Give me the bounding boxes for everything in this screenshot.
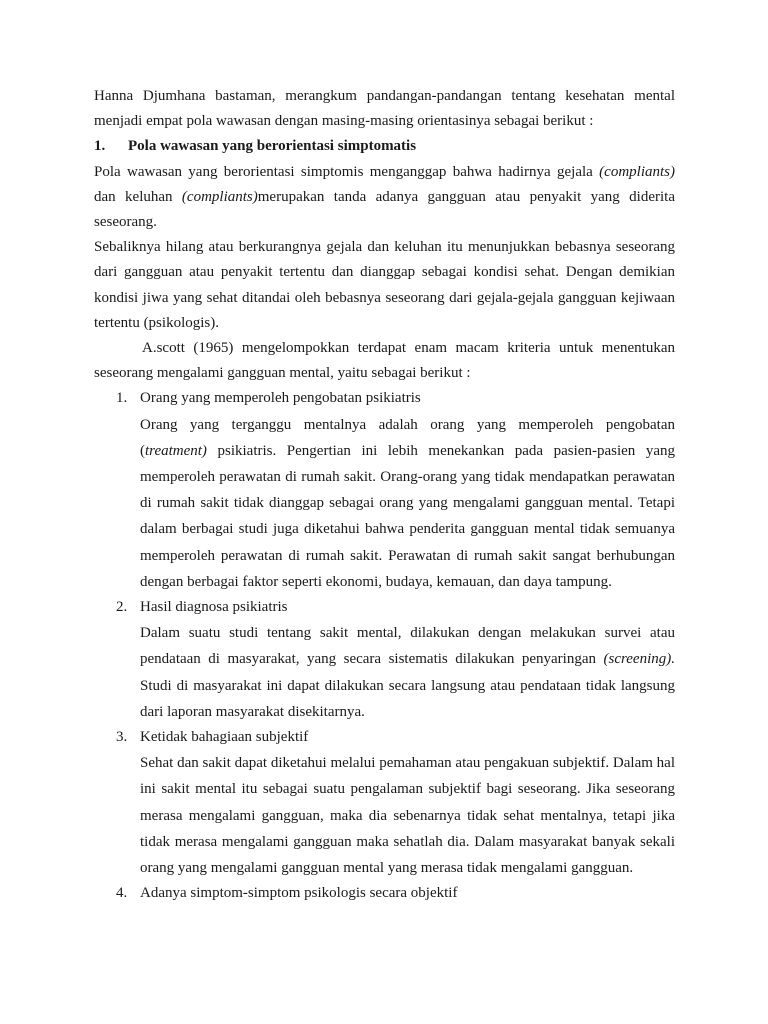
scott-criteria-paragraph: A.scott (1965) mengelompokkan terdapat enam macam kriteria untuk menentukan seseorang mengalami gangguan mental, yaitu sebagai berikut :	[94, 340, 675, 382]
symptom-text-c: merupakan tanda adanya gangguan atau penyakit yang diderita seseorang.	[94, 188, 675, 231]
list-item	[116, 881, 675, 906]
section-number: 1.	[94, 138, 106, 155]
compliants-term-2: (compliants)	[181, 188, 258, 205]
criteria-list	[94, 386, 675, 906]
compliants-term-1: (compliants)	[599, 163, 675, 180]
symptom-text-a: Pola wawasan yang berorientasi simptomis menganggap bahwa hadirnya gejala	[94, 163, 600, 180]
list-item	[116, 386, 675, 411]
section-title: Pola wawasan yang berorientasi simptomatis	[128, 138, 417, 155]
list-item-body	[140, 750, 675, 881]
symptom-text-b: dan keluhan	[94, 188, 182, 205]
list-item-body	[140, 412, 675, 595]
screening-term: (screening).	[603, 651, 675, 668]
list-item-number: 3.	[116, 729, 128, 746]
list-item-title: Orang yang memperoleh pengobatan psikiatris	[140, 390, 421, 407]
list-item-number: 1.	[116, 390, 128, 407]
list-item-number: 2.	[116, 599, 128, 616]
list-item-body-text: Orang yang terganggu mentalnya adalah orang yang memperoleh pengobatan (	[140, 416, 675, 459]
list-item	[116, 595, 675, 620]
list-item-body	[140, 620, 675, 725]
list-item-body-text: Studi di masyarakat ini dapat dilakukan secara langsung atau pendataan tidak langsung dari laporan masyarakat disekitarnya.	[140, 677, 675, 720]
intro-paragraph: Hanna Djumhana bastaman, merangkum pandangan-pandangan tentang kesehatan mental menjadi empat pola wawasan dengan masing-masing orientasinya sebagai berikut :	[94, 88, 675, 130]
list-item-body-text: psikiatris. Pengertian ini lebih menekankan pada pasien-pasien yang memperoleh perawatan di rumah sakit. Orang-orang yang tidak mendapatkan perawatan di rumah sakit tidak dianggap sebagai orang yang mengalami gangguan mental. Tetapi dalam berbagai studi juga diketahui bahwa penderita gangguan mental tidak semuanya memperoleh perawatan di rumah sakit. Perawatan di rumah sakit sangat berhubungan dengan berbagai faktor seperti ekonomi, budaya, kemauan, dan daya tampung.	[140, 442, 675, 590]
document-page	[94, 84, 675, 907]
list-item-title: Ketidak bahagiaan subjektif	[140, 729, 309, 746]
list-item-number: 4.	[116, 885, 128, 902]
list-item-body-text: Dalam suatu studi tentang sakit mental, dilakukan dengan melakukan survei atau pendataan di masyarakat, yang secara sistematis dilakukan penyaringan	[140, 625, 675, 668]
symptom-paragraph	[94, 160, 675, 236]
list-item-title: Adanya simptom-simptom psikologis secara objektif	[140, 885, 458, 902]
treatment-term: treatment)	[145, 442, 207, 459]
section-heading	[94, 134, 675, 159]
list-item-body-text: Sehat dan sakit dapat diketahui melalui pemahaman atau pengakuan subjektif. Dalam hal ini sakit mental itu sebagai suatu pengalaman subjektif bagi seseorang. Jika seseorang merasa mengalami gangguan, maka dia sebenarnya tidak sehat mentalnya, tetapi jika tidak merasa mengalami gangguan maka sehatlah dia. Dalam masyarakat banyak sekali orang yang mengalami gangguan mental yang merasa tidak mengalami gangguan.	[140, 755, 675, 877]
list-item	[116, 725, 675, 750]
healthy-condition-paragraph: Sebaliknya hilang atau berkurangnya gejala dan keluhan itu menunjukkan bebasnya seseorang dari gangguan atau penyakit tertentu dan dianggap sebagai kondisi sehat. Dengan demikian kondisi jiwa yang sehat ditandai oleh bebasnya seseorang dari gejala-gejala gangguan kejiwaan tertentu (psikologis).	[94, 239, 675, 331]
list-item-title: Hasil diagnosa psikiatris	[140, 599, 288, 616]
